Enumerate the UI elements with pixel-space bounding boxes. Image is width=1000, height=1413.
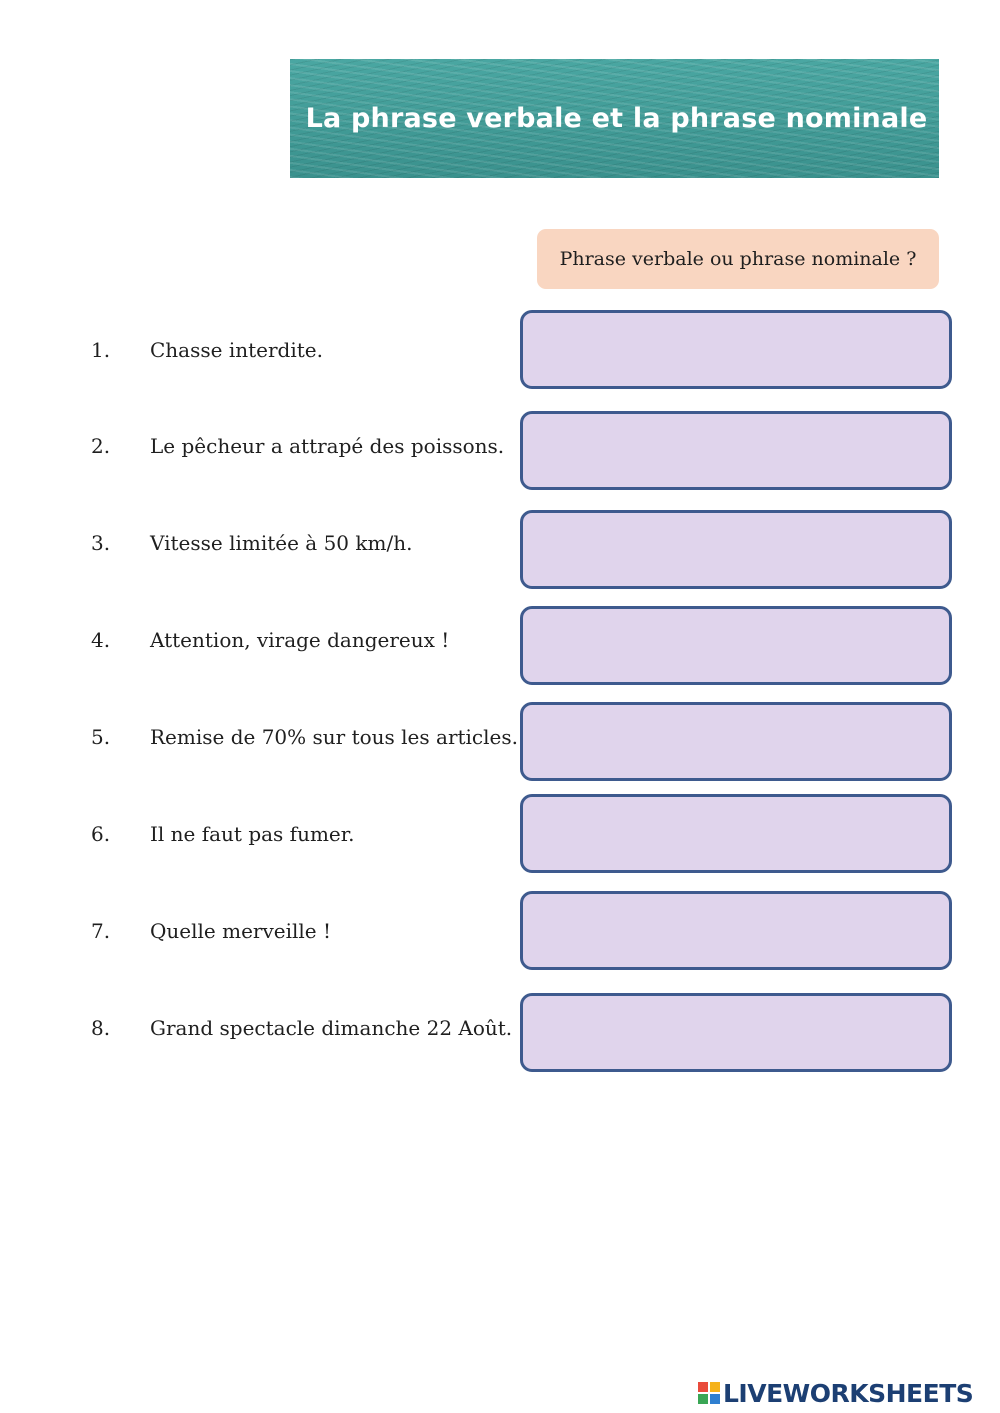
item-number: 5.: [91, 725, 111, 749]
answer-box-7[interactable]: [520, 891, 952, 970]
title-banner: [290, 59, 939, 178]
answer-box-4[interactable]: [520, 606, 952, 685]
answer-box-6[interactable]: [520, 794, 952, 873]
item-text: Attention, virage dangereux !: [150, 628, 450, 652]
item-text: Vitesse limitée à 50 km/h.: [150, 531, 413, 555]
answer-box-8[interactable]: [520, 993, 952, 1072]
item-text: Grand spectacle dimanche 22 Août.: [150, 1016, 513, 1040]
answer-box-1[interactable]: [520, 310, 952, 389]
item-number: 4.: [91, 628, 111, 652]
item-number: 6.: [91, 822, 111, 846]
page-title: La phrase verbale et la phrase nominale: [305, 103, 928, 134]
footer-logo: [698, 1378, 973, 1408]
brand-name: LIVEWORKSHEETS: [723, 1378, 974, 1408]
answer-box-2[interactable]: [520, 411, 952, 490]
item-number: 1.: [91, 338, 111, 362]
item-text: Quelle merveille !: [150, 919, 332, 943]
item-text: Chasse interdite.: [150, 338, 323, 362]
item-text: Le pêcheur a attrapé des poissons.: [150, 434, 505, 458]
question-header: Phrase verbale ou phrase nominale ?: [537, 229, 939, 289]
item-number: 8.: [91, 1016, 111, 1040]
answer-box-5[interactable]: [520, 702, 952, 781]
item-text: Remise de 70% sur tous les articles.: [150, 725, 518, 749]
item-number: 7.: [91, 919, 111, 943]
item-number: 3.: [91, 531, 111, 555]
item-number: 2.: [91, 434, 111, 458]
item-text: Il ne faut pas fumer.: [150, 822, 355, 846]
answer-box-3[interactable]: [520, 510, 952, 589]
logo-icon: [698, 1382, 720, 1404]
